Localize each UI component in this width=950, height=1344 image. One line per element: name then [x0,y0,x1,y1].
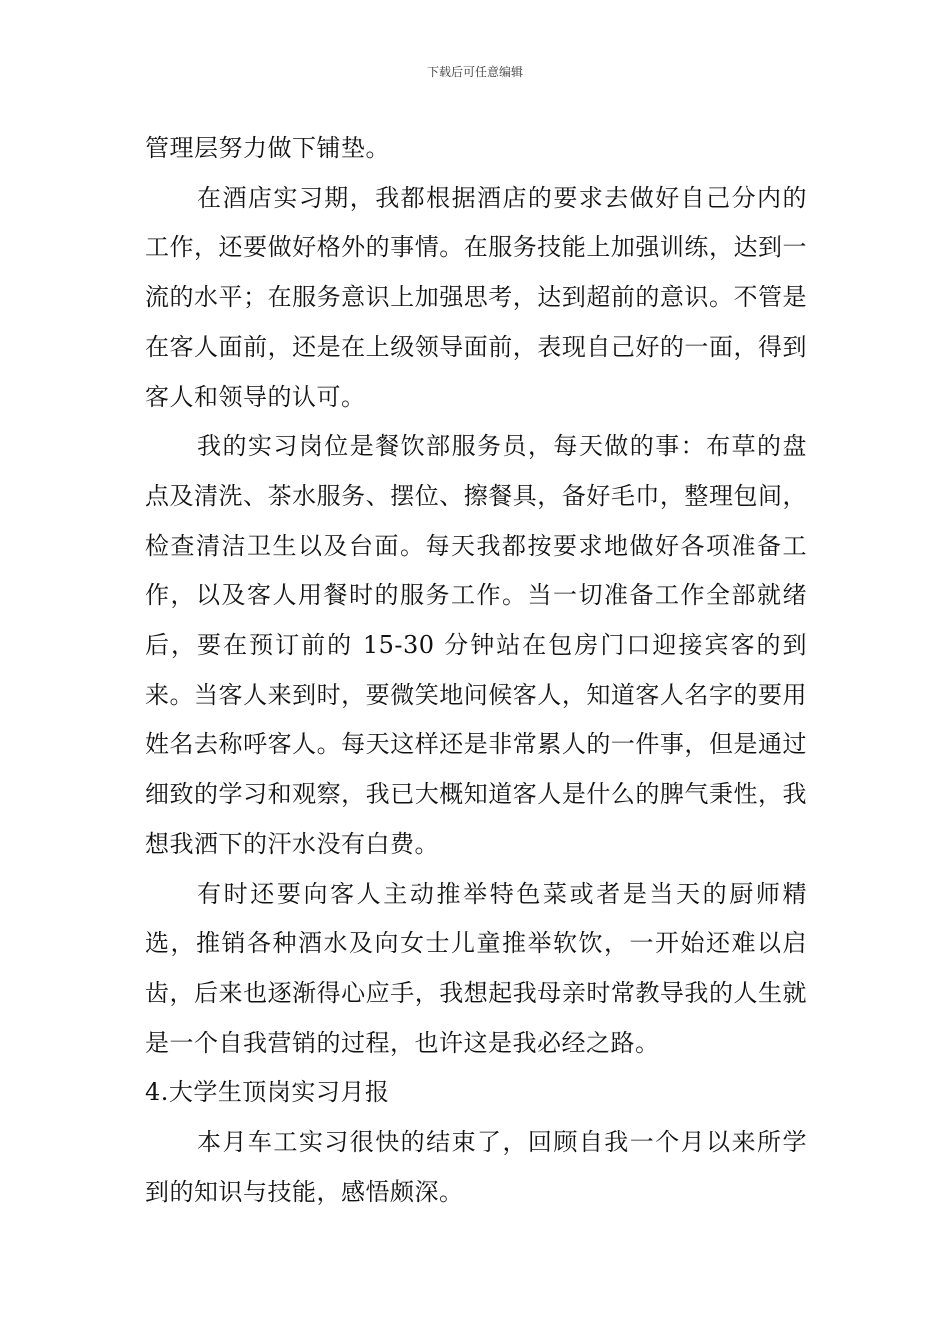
section-heading: 4.大学生顶岗实习月报 [145,1078,390,1107]
paragraph: 在酒店实习期，我都根据酒店的要求去做好自己分内的工作，还要做好格外的事情。在服务技能上加强训练，达到一流的水平；在服务意识上加强思考，达到超前的意识。不管是在客人面前，还是在上级领导面前，表现自己好的一面，得到客人和领导的认可。 [145,183,807,411]
paragraph: 本月车工实习很快的结束了，回顾自我一个月以来所学到的知识与技能，感悟颇深。 [145,1128,807,1206]
page-header-note: 下载后可任意编辑 [426,65,523,79]
paragraph: 管理层努力做下铺垫。 [145,134,390,162]
paragraph: 我的实习岗位是餐饮部服务员，每天做的事：布草的盘点及清洗、茶水服务、摆位、擦餐具，备好毛巾，整理包间，检查清洁卫生以及台面。每天我都按要求地做好各项准备工作，以及客人用餐时的服务工作。当一切准备工作全部就绪后，要在预订前的 15-30 分钟站在包房门口迎接宾客的到来。当客人来到时，要微笑地问候客人，知道客人名字的要用姓名去称呼客人。每天这样还是非常累人的一件事，但是通过细致的学习和观察，我已大概知道客人是什么的脾气秉性，我想我洒下的汗水没有白费。 [145,432,807,858]
document-body [145,124,807,1217]
paragraph: 有时还要向客人主动推举特色菜或者是当天的厨师精选，推销各种酒水及向女士儿童推举软饮，一开始还难以启齿，后来也逐渐得心应手，我想起我母亲时常教导我的人生就是一个自我营销的过程，也许这是我必经之路。 [145,879,807,1057]
